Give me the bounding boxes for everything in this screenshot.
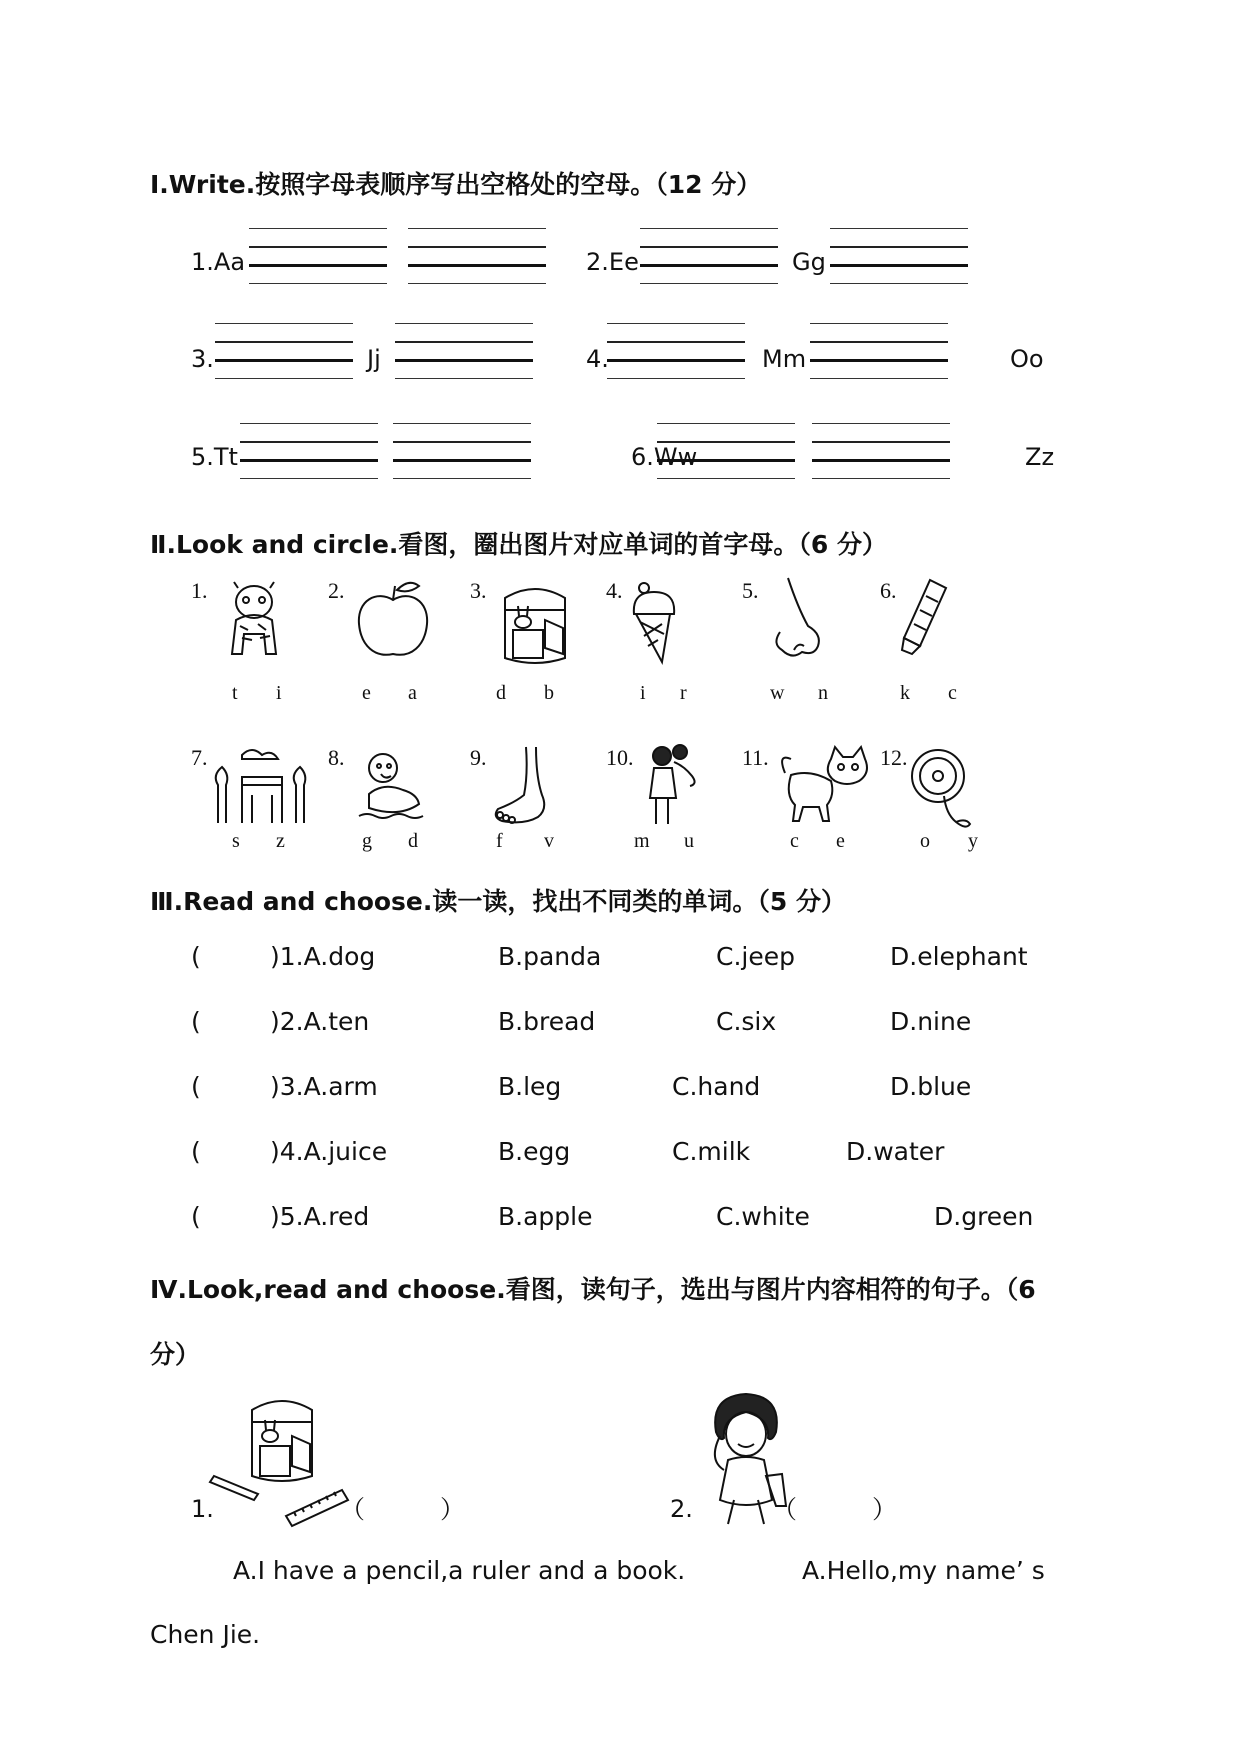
item-number: 6. <box>880 578 897 603</box>
writing-lines[interactable] <box>830 228 968 284</box>
crayon-icon <box>900 578 950 654</box>
item-number: 3. <box>470 578 487 603</box>
letter-option[interactable]: v <box>544 830 554 852</box>
letter-option[interactable]: g <box>362 830 372 852</box>
question-option-d: D.elephant <box>890 942 1028 971</box>
item-label: 2.Ee <box>586 248 639 276</box>
answer-paren[interactable]: ( <box>191 1007 201 1036</box>
item-number: 12. <box>880 745 908 770</box>
item-label: 5.Tt <box>191 443 238 471</box>
writing-lines[interactable] <box>408 228 546 284</box>
answer-paren[interactable]: （ ） <box>340 1495 466 1524</box>
answer-paren[interactable]: ( <box>191 942 201 971</box>
tiger-icon <box>218 580 290 658</box>
letter-option[interactable]: d <box>496 682 506 704</box>
writing-lines[interactable] <box>240 423 378 479</box>
mother-child-icon <box>640 742 706 828</box>
answer-paren[interactable]: ( <box>191 1202 201 1231</box>
item-number: 1. <box>191 1495 214 1523</box>
item-number: 9. <box>470 745 487 770</box>
letter-label: Oo <box>1010 345 1044 373</box>
item-label: 6.Ww <box>631 443 698 471</box>
letter-option[interactable]: u <box>684 830 694 852</box>
writing-lines[interactable] <box>395 323 533 379</box>
writing-lines[interactable] <box>215 323 353 379</box>
question-option-b: B.apple <box>498 1202 593 1231</box>
writing-lines[interactable] <box>657 423 795 479</box>
writing-lines[interactable] <box>249 228 387 284</box>
duck-icon <box>355 750 427 826</box>
cat-icon <box>775 745 875 825</box>
question-option-b: B.panda <box>498 942 602 971</box>
letter-option[interactable]: c <box>948 682 957 704</box>
answer-paren[interactable]: （ ） <box>772 1495 898 1524</box>
question-option-b: B.bread <box>498 1007 596 1036</box>
letter-option[interactable]: m <box>634 830 650 852</box>
item-label: 1.Aa <box>191 248 246 276</box>
item-number: 2. <box>670 1495 693 1523</box>
item-number: 11. <box>742 745 769 770</box>
answer-paren[interactable]: ( <box>191 1072 201 1101</box>
question-option-b: B.egg <box>498 1137 571 1166</box>
item-label: 3. <box>191 345 214 373</box>
letter-option[interactable]: b <box>544 682 554 704</box>
question-option-b: B.leg <box>498 1072 562 1101</box>
letter-option[interactable]: k <box>900 682 910 704</box>
letter-label: Zz <box>1025 443 1055 471</box>
letter-option[interactable]: w <box>770 682 785 704</box>
letter-label: Jj <box>367 345 381 373</box>
section1-heading: Ⅰ.Write.按照字母表顺序写出空格处的空母。（12 分） <box>150 170 762 199</box>
item-number: 7. <box>191 745 208 770</box>
item-label: 4. <box>586 345 609 373</box>
letter-option[interactable]: d <box>408 830 418 852</box>
writing-lines[interactable] <box>640 228 778 284</box>
letter-option[interactable]: i <box>640 682 646 704</box>
question-option-c: C.jeep <box>716 942 795 971</box>
question-option-d: D.water <box>846 1137 945 1166</box>
letter-option[interactable]: a <box>408 682 417 704</box>
question-option-a: )2.A.ten <box>270 1007 370 1036</box>
question-option-c: C.milk <box>672 1137 751 1166</box>
item-number: 8. <box>328 745 345 770</box>
question-option-c: C.hand <box>672 1072 761 1101</box>
nose-icon <box>768 576 828 660</box>
letter-label: Mm <box>762 345 807 373</box>
letter-option[interactable]: r <box>680 682 687 704</box>
item-number: 5. <box>742 578 759 603</box>
writing-lines[interactable] <box>810 323 948 379</box>
letter-option[interactable]: i <box>276 682 282 704</box>
section3-heading: Ⅲ.Read and choose.读一读，找出不同类的单词。（5 分） <box>150 887 846 916</box>
letter-option[interactable]: c <box>790 830 799 852</box>
letter-option[interactable]: e <box>836 830 845 852</box>
item-number: 1. <box>191 578 208 603</box>
writing-lines[interactable] <box>393 423 531 479</box>
ice-cream-icon <box>630 580 680 664</box>
question-option-a: )5.A.red <box>270 1202 370 1231</box>
yoyo-icon <box>908 746 978 832</box>
writing-lines[interactable] <box>607 323 745 379</box>
letter-option[interactable]: s <box>232 830 240 852</box>
answer-continuation: Chen Jie. <box>150 1620 261 1649</box>
letter-option[interactable]: n <box>818 682 828 704</box>
question-option-c: C.white <box>716 1202 810 1231</box>
schoolbag-icon <box>495 580 575 666</box>
answer-sentence: A.Hello,my name’ s <box>802 1556 1045 1585</box>
letter-option[interactable]: z <box>276 830 285 852</box>
item-number: 2. <box>328 578 345 603</box>
foot-icon <box>492 745 562 825</box>
question-option-a: )3.A.arm <box>270 1072 378 1101</box>
answer-sentence: A.I have a pencil,a ruler and a book. <box>233 1556 686 1585</box>
letter-option[interactable]: f <box>496 830 503 852</box>
letter-option[interactable]: e <box>362 682 371 704</box>
section4-heading-cont: 分） <box>150 1340 201 1369</box>
item-number: 4. <box>606 578 623 603</box>
question-option-d: D.green <box>934 1202 1034 1231</box>
letter-option[interactable]: y <box>968 830 978 852</box>
writing-lines[interactable] <box>812 423 950 479</box>
question-option-a: )1.A.dog <box>270 942 376 971</box>
question-option-d: D.nine <box>890 1007 972 1036</box>
letter-option[interactable]: t <box>232 682 238 704</box>
schoolbag-pencil-ruler-icon <box>212 1392 352 1522</box>
letter-label: Gg <box>792 248 826 276</box>
question-option-a: )4.A.juice <box>270 1137 388 1166</box>
apple-icon <box>355 580 431 660</box>
question-option-c: C.six <box>716 1007 777 1036</box>
letter-option[interactable]: o <box>920 830 930 852</box>
section4-heading: Ⅳ.Look,read and choose.看图，读句子，选出与图片内容相符的句子。（6 <box>150 1275 1036 1304</box>
section2-heading: Ⅱ.Look and circle.看图，圈出图片对应单词的首字母。（6 分） <box>150 530 888 559</box>
zoo-icon <box>212 745 314 825</box>
answer-paren[interactable]: ( <box>191 1137 201 1166</box>
item-number: 10. <box>606 745 634 770</box>
question-option-d: D.blue <box>890 1072 972 1101</box>
